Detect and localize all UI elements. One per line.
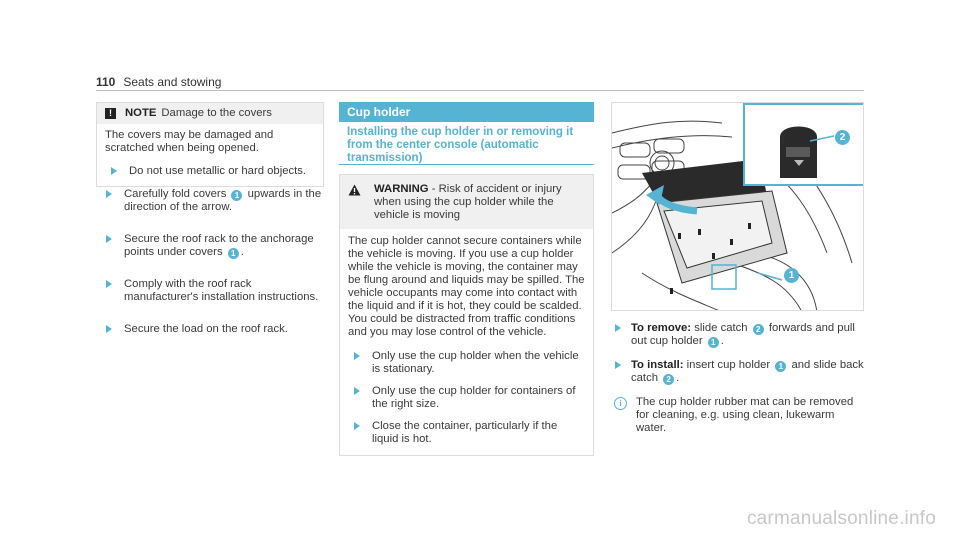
info-text: The cup holder rubber mat can be removed for cleaning, e.g. using clean, lukewarm water. [636,396,854,434]
section-bar-cup-holder: Cup holder [339,102,594,122]
note-body [97,124,323,186]
step-arrow-icon [111,167,117,175]
callout-2: 2 [753,324,764,335]
figure-callout-2: 2 [835,130,850,145]
note-step [105,165,315,178]
note-title: NOTE [125,107,157,119]
callout-1: 1 [228,248,239,259]
warning-box [339,174,594,456]
step-secure-rack [96,233,324,259]
warning-step [348,350,585,376]
info-note [611,396,867,435]
step-text: slide catch [691,322,748,334]
step-text: insert cup holder [683,359,771,371]
step-label: To install: [631,359,684,371]
warning-triangle-icon [348,184,361,196]
step-text: Close the container, particularly if the liquid is hot. [372,420,558,445]
step-text: Comply with the roof rack manufacturer's installation instructions. [124,278,319,303]
step-text: Secure the roof rack to the anchorage points under covers [124,233,314,258]
cup-holder-steps [611,322,867,435]
step-arrow-icon [354,352,360,360]
step-arrow-icon [354,387,360,395]
note-step-text: Do not use metallic or hard objects. [129,165,307,177]
info-icon: i [614,397,627,410]
warning-headline: - Risk of accident or injury when using the cup holder while the vehicle is moving [374,183,562,221]
step-fold-covers [96,188,324,214]
cup-holder-subheading: Installing the cup holder in or removing it from the center console (automatic transmission) [347,126,574,164]
note-text: The covers may be damaged and scratched when being opened. [105,129,274,154]
step-text: Carefully fold covers [124,188,227,200]
exclamation-icon: ! [105,108,116,119]
figure-callout-1: 1 [784,268,799,283]
step-arrow-icon [354,422,360,430]
callout-1: 1 [708,337,719,348]
warning-header [340,175,593,229]
subheading-rule [339,164,594,165]
watermark: carmanualsonline.info [746,508,936,529]
callout-2: 2 [663,374,674,385]
step-arrow-icon [106,325,112,333]
step-label: To remove: [631,322,692,334]
callout-1: 1 [775,361,786,372]
center-console-drawing [612,103,864,311]
step-remove [611,322,867,348]
step-comply [96,278,324,304]
note-box [96,102,324,187]
note-subtitle: Damage to the covers [161,107,272,119]
step-text: . [240,246,244,258]
step-text: Only use the cup holder for containers of the right size. [372,385,576,410]
step-arrow-icon [615,361,621,369]
roof-rack-steps [96,188,324,355]
step-text: . [720,335,724,347]
step-arrow-icon [106,235,112,243]
step-text: and slide back catch [631,359,864,384]
step-text: Only use the cup holder when the vehicle is stationary. [372,350,579,375]
warning-step [348,420,585,446]
step-text: . [676,372,680,384]
page-number: 110 [96,75,116,89]
callout-1: 1 [231,190,242,201]
warning-title: WARNING [374,183,429,195]
note-header [97,103,323,124]
step-arrow-icon [106,280,112,288]
step-secure-load [96,323,324,336]
step-text: Secure the load on the roof rack. [124,323,288,335]
step-install [611,359,867,385]
header-rule [96,90,864,91]
step-arrow-icon [615,324,621,332]
section-title: Seats and stowing [123,75,222,89]
warning-body [340,229,593,452]
step-text: forwards and pull out cup holder [631,322,855,347]
cup-holder-illustration [611,102,864,311]
warning-text: The cup holder cannot secure containers while the vehicle is moving. If you use a cup holder while the vehicle is moving, the container may be flung around and liquids may be spilled. The vehicle occupants may come into contact with the liquid and if it is hot, they could be scalded. You could be distracted from traffic conditions and you may lose control of the vehicle. [348,235,585,338]
step-arrow-icon [106,190,112,198]
step-text: upwards in the direction of the arrow. [124,188,322,213]
warning-step [348,385,585,411]
page-header [96,75,221,89]
